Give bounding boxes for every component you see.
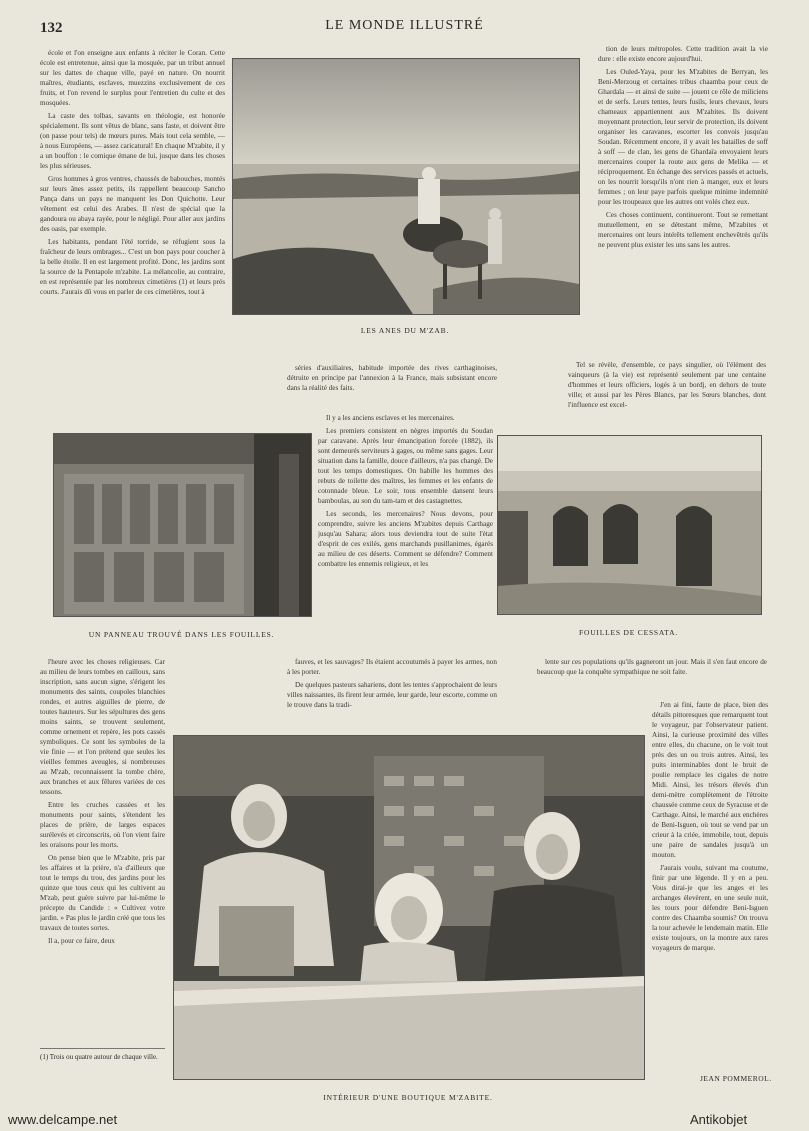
paragraph: l'heure avec les choses religieuses. Car au milieu de leurs tombes en cailloux, sans inscription, sans aucun signe, s'érigent les monuments des saints, coupoles blanchies rondes, et autres aiguilles de pierre, de toutes hauteurs. Sur les sépultures des gens moins saints, se trouvent seulement, comme ornement et repère, les pots cassés symboliques. Ce sont les symboles de la vie finie — et l'on prétend que seules les vieilles femmes aveugles, si nombreuses au M'zab, reconnaissent la tombe chère, aux branches et aux fêlures variées de ces tessons. [40, 658, 165, 796]
paragraph: fauves, et les sauvages? Ils étaient accoutumés à payer les armes, non à les porter. [287, 658, 497, 676]
paragraph: Gros hommes à gros ventres, chaussés de babouches, montés sur leurs ânes assez petits, ils rappellent beaucoup Sancho Pança dans un pays ne manquent les Don Quichotte. Leur vêtement est celui des Arabes. Il n'est de spécial que la gandoura ou abaya rayée, pour le négligé. Pour aller aux jardins des oasis, par exemple. [40, 175, 225, 233]
paragraph: J'en ai fini, faute de place, bien des détails pittoresques que remarquent tout le voyageur, par l'observateur patient. Ainsi, la curieuse proximité des villes entre elles, du chacune, on le voit tout près des un ou trois autres. Ainsi, les puits interminables dont le bruit de poulie remplace les cigales de notre Midi. Ainsi, les trésors élevés d'un demi-mètre complètement de l'étroite chaussée comme ceux de Syracuse et de Carthage. Ainsi, le marché aux enchères de Beni-Isguen, où tout se vend par un crieur à la criée, immobile, tout, depuis une paire de sandales jusqu'à un mouton. [652, 701, 768, 859]
paragraph: Ces choses continuent, continueront. Tout se remettant mutuellement, en se détestant même, M'zabites et mercenaires ont leurs intérêts tellement enchevêtrés qu'ils ne peuvent plus exister les uns sans les autres. [598, 211, 768, 249]
paragraph: Les premiers consistent en nègres importés du Soudan par caravane. Après leur émancipation forcée (1882), ils sont demeurés serviteurs à gages, ou même sans gages. Leur situation dans la famille, douce d'ailleurs, n'a pas changé. De tout les temps domestiques. On habille les hommes des rebuts de toilette des maîtres, les femmes et les enfants de cotonnade bleue. Le soir, tous ensemble dansent leurs bamboulas, au son du tam-tam et des castagnettes. [318, 427, 493, 505]
column-middle-center-narrow [318, 413, 493, 658]
photo-donkeys [232, 58, 580, 315]
paragraph: Les seconds, les mercenaires? Nous devons, pour comprendre, suivre les anciens M'zabites depuis Carthage jusqu'au Sahara; alors tous deviendra tout de suite l'état d'esprit de ces exilés, gens marchands pusillanimes, égarés au milieu de ces déserts. Comment se défendre? Comment combattre les ennemis religieux, et les [318, 510, 493, 568]
photo-excavations [497, 435, 762, 615]
paragraph: J'aurais voulu, suivant ma coutume, finir par une légende. Il y en a peu. Vous dirai-je que les anges et les archanges élevèrent, en une seule nuit, les tours pour défendre Beni-Isguen contre des Chaamba soumis? On trouva la tour achevée le lendemain matin. Elle existe toujours, on la montre aux rares voyageurs de marque. [652, 864, 768, 952]
caption-donkeys: LES ANES DU M'ZAB. [360, 326, 450, 335]
column-lower-right-short [537, 657, 767, 697]
caption-shop-interior: INTÉRIEUR D'UNE BOUTIQUE M'ZABITE. [323, 1093, 493, 1102]
caption-excavations: FOUILLES DE CESSATA. [579, 628, 678, 637]
paragraph: De quelques pasteurs sahariens, dont les tentes s'approchaient de leurs villes naissantes, ils firent leur armée, leur garde, leur escorte, comme on le trouve dans la tradi- [287, 681, 497, 709]
column-lower-far-right [652, 700, 768, 1058]
paragraph: Les Ouled-Yaya, pour les M'zabites de Berryan, les Beni-Merzoug et certaines tribus chaamba pour ceux de Ghardaïa — et ainsi de suite — jouent ce rôle de miliciens et de serfs. Leurs tentes, leurs fusils, leurs chevaux, leurs chameaux appartiennent aux M'zabites. Ils doivent moyennant protection, leur servir de protection, ils doivent organiser les caravanes, escorter les convois jusqu'au Soudan. Récemment encore, il y avait les batailles de soff à soff — de clan, les gens de Ghardaïa envoyaient leurs mercenaires couper la route aux gens de Melika — et réciproquement. En échange des services passés et actuels, on les nourrit lorsqu'ils n'ont rien à manger, eux et leurs femmes ; on leur paye parfois quelque minime indemnité pour les troupeaux que les autres ont volés chez eux. [598, 68, 768, 206]
photo-panel [53, 433, 312, 617]
paragraph: séries d'auxiliaires, habitude importée des rives carthaginoises, détruite en principe par l'annexion à la France, mais subsistant encore dans la réalité des faits. [287, 364, 497, 392]
column-lower-center [287, 657, 497, 727]
paragraph: Entre les cruches cassées et les monuments pour saints, s'étendent les places de prière, de larges espaces surélevés et circonscrits, où l'on vient faire les oraisons pour les morts. [40, 801, 165, 849]
running-title: LE MONDE ILLUSTRÉ [325, 18, 484, 33]
paragraph: tion de leurs métropoles. Cette tradition avait la vie dure : elle existe encore aujourd'hui. [598, 45, 768, 63]
footnote: (1) Trois ou quatre autour de chaque ville. [40, 1048, 165, 1062]
author-signature: JEAN POMMEROL. [700, 1074, 772, 1083]
paragraph: Il a, pour ce faire, deux [48, 937, 115, 945]
watermark-left: www.delcampe.net [8, 1112, 118, 1127]
paragraph: école et l'on enseigne aux enfants à réciter le Coran. Cette école est entretenue, ainsi que la mosquée, par un tribut annuel sur les dattes de chaque ville, payé en nature. On nourrit maîtres, étudiants, esclaves, muezzins exclusivement de ces fruits, et l'on revend le surplus pour l'entretien du culte et des mosquées. [40, 49, 225, 107]
paragraph: On pense bien que le M'zabite, pris par les affaires et la prière, n'a d'ailleurs que tout le temps du trou, des jardins pour les quinze que tous ceux qui les cultivent au M'zab, peut guère suivre par lui-même le précepte du Candide : « Cultivez votre jardin. » Pas plus le jardin créé que tous les travaux de toutes sortes. [40, 854, 165, 932]
caption-panel: UN PANNEAU TROUVÉ DANS LES FOUILLES. [88, 630, 275, 639]
photo-shop-interior [173, 735, 645, 1080]
paragraph: La caste des tolbas, savants en théologie, est honorée spécialement. Ils sont vêtus de blanc, sans faste, et doivent être (on passe pour tels) de mœurs pures. Mais tout cela semble, — à nous Européens, — assez caricatural! En chaque M'zabite, il y a un bouffon : le comique émane de lui, jusque dans les choses les plus sérieuses. [40, 112, 225, 170]
paragraph: Tel se révèle, d'ensemble, ce pays singulier, où l'élément des vainqueurs (à la vie) est représenté seulement par une centaine d'hommes et leurs officiers, logés à un bordj, en dehors de toute ville; et aussi par les Pères Blancs, par les Sœurs blanches, dont l'influence est excel- [568, 361, 766, 409]
column-top-left [40, 48, 225, 408]
paragraph: Il y a les anciens esclaves et les mercenaires. [326, 414, 455, 422]
column-top-right [598, 44, 768, 356]
page-number: 132 [40, 20, 63, 36]
paragraph: lente sur ces populations qu'ils gagneront un jour. Mais il s'en faut encore de beaucoup que la conquête sympathique ne soit faite. [537, 658, 767, 676]
column-middle-center [287, 363, 497, 413]
column-middle-right [568, 360, 766, 425]
column-lower-left [40, 657, 165, 1042]
watermark-right: Antikobjet [690, 1112, 748, 1127]
paragraph: Les habitants, pendant l'été torride, se réfugient sous la fraîcheur de leurs ombrages... C'est un bon pays pour coucher à la belle étoile. Il en est largement profité. Donc, les jardins sont la source de la Pentapole m'zabite. La mélancolie, au contraire, en est représentée par les nombreux cimetières (1) et leurs prés courts. J'aurais dû vous en parler de ces cimetières, tout à [40, 238, 225, 296]
